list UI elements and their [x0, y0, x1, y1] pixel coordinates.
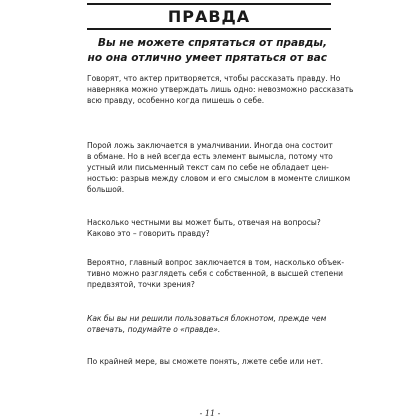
text-line: отвечать, подумайте о «правде».: [87, 325, 221, 334]
text-line: наверняка можно утверждать лишь одно: невозможно рассказать: [87, 85, 354, 94]
text-line: Как бы вы ни решили пользоваться блокнотом, прежде чем: [87, 314, 327, 323]
subtitle-line: но она отлично умеет прятаться от вас: [87, 52, 327, 64]
paragraph-actor-truth: [87, 73, 354, 106]
text-line: По крайней мере, вы сможете понять, лжете себе или нет.: [87, 357, 323, 366]
text-line: Насколько честными вы может быть, отвечая на вопросы?: [87, 218, 321, 227]
text-line: в обмане. Но в ней всегда есть элемент вымысла, потому что: [87, 152, 333, 161]
paragraph-lie-silence: [87, 140, 351, 195]
page-heading: ПРАВДА: [167, 7, 251, 26]
text-line: Порой ложь заключается в умалчивании. Иногда она состоит: [87, 141, 333, 150]
text-line: предвзятой, точки зрения?: [87, 280, 195, 289]
paragraph-objectivity: [87, 257, 345, 290]
text-line: устный или письменный текст сам по себе не обладает цен-: [87, 163, 329, 172]
text-line: Вероятно, главный вопрос заключается в том, насколько объек-: [87, 258, 345, 267]
heading-bottom-rule: [87, 28, 331, 30]
text-line: Говорят, что актер притворяется, чтобы рассказать правду. Но: [87, 74, 341, 83]
text-line: большой.: [87, 185, 125, 194]
text-line: всю правду, особенно когда пишешь о себе.: [87, 96, 265, 105]
subtitle-line: Вы не можете спрятаться от правды,: [97, 37, 327, 49]
paragraph-conclusion: [87, 356, 333, 367]
text-line: ностью: разрыв между словом и его смыслом в моменте слишком: [87, 174, 351, 183]
text-line: тивно можно разглядеть себя с собственной, в высшей степени: [87, 269, 344, 278]
paragraph-honesty-question: [87, 217, 333, 239]
text-line: Каково это – говорить правду?: [87, 229, 210, 238]
page-subtitle: [27, 36, 327, 66]
paragraph-notebook-advice: [87, 313, 333, 335]
page-number: - 11 -: [199, 409, 221, 418]
